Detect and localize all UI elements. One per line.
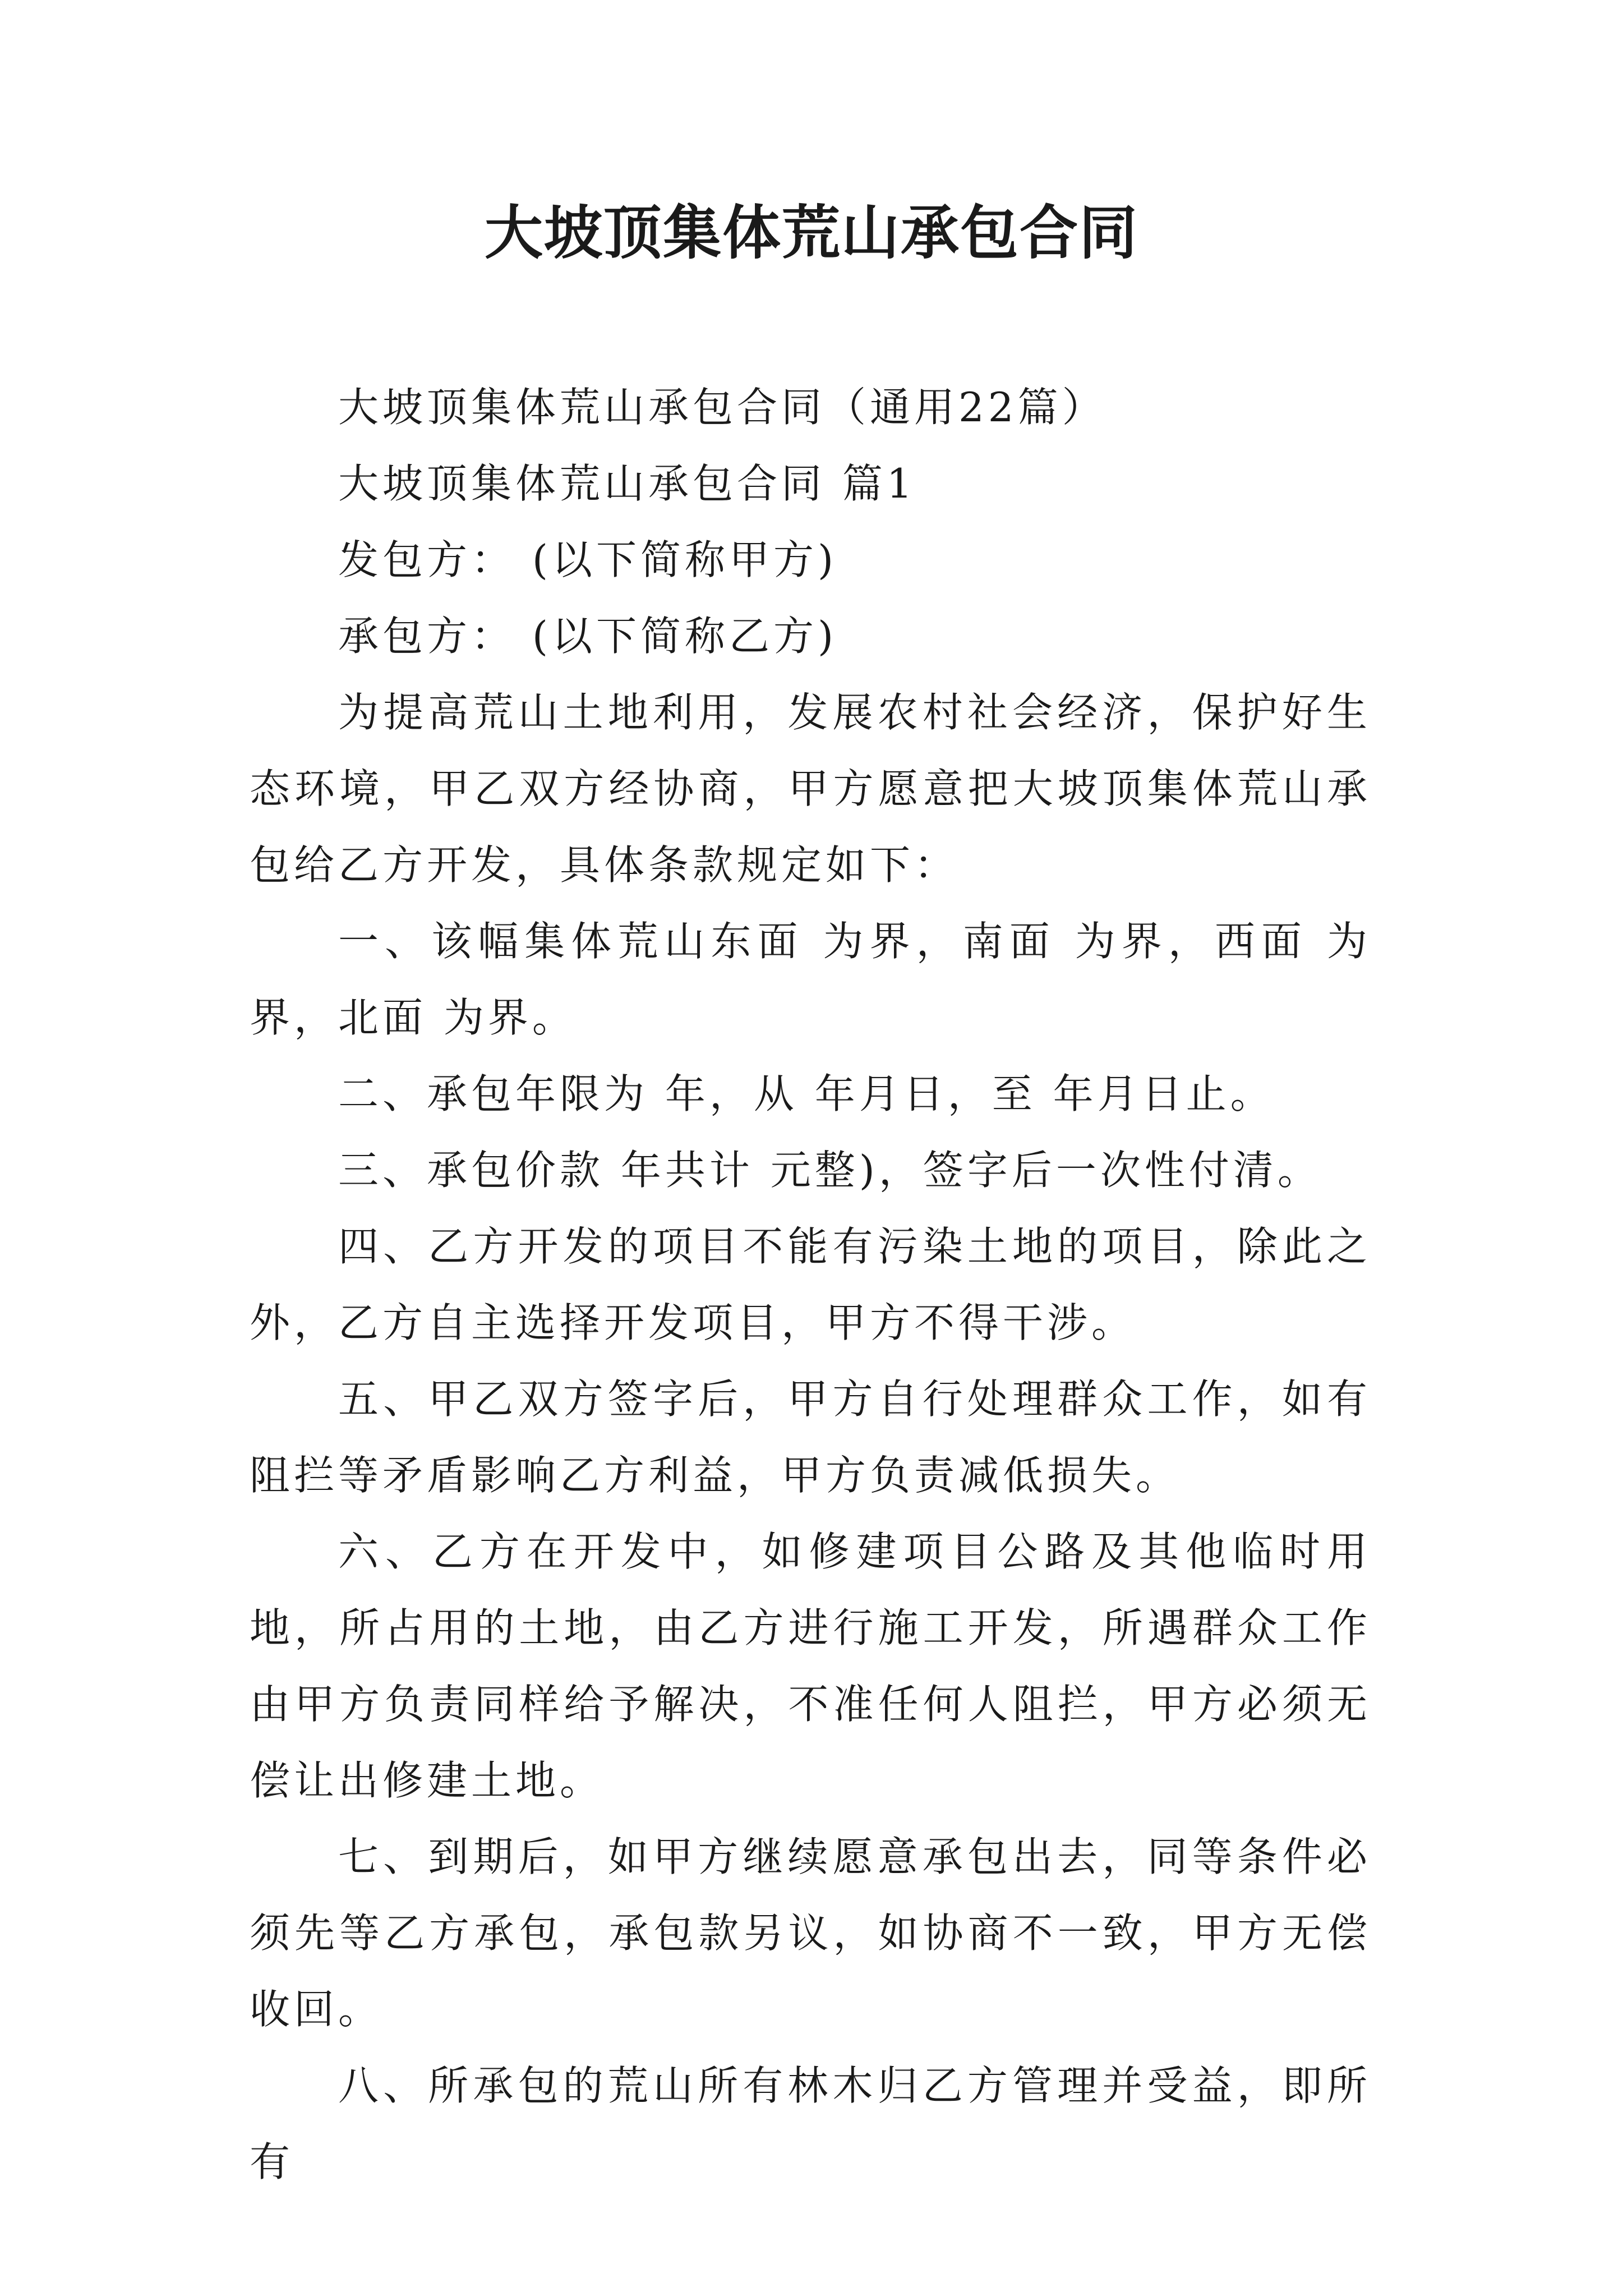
paragraph-preamble: 为提高荒山土地利用，发展农村社会经济，保护好生态环境，甲乙双方经协商，甲方愿意把大坡顶集体荒山承包给乙方开发，具体条款规定如下： bbox=[250, 689, 1371, 889]
paragraph-clause-6: 六、乙方在开发中，如修建项目公路及其他临时用地，所占用的土地，由乙方进行施工开发，所遇群众工作由甲方负责同样给予解决，不准任何人阻拦，甲方必须无偿让出修建土地。 bbox=[250, 1528, 1371, 1804]
paragraph-subtitle: 大坡顶集体荒山承包合同（通用22篇） bbox=[338, 384, 1106, 431]
document-title: 大坡顶集体荒山承包合同 bbox=[484, 198, 1138, 267]
paragraph-section-heading: 大坡顶集体荒山承包合同 篇1 bbox=[338, 460, 916, 507]
paragraph-clause-2: 二、承包年限为 年，从 年月日，至 年月日止。 bbox=[338, 1070, 1275, 1117]
paragraph-clause-5: 五、甲乙双方签字后，甲方自行处理群众工作，如有阻拦等矛盾影响乙方利益，甲方负责减低损失。 bbox=[250, 1375, 1371, 1499]
paragraph-clause-8: 八、所承包的荒山所有林木归乙方管理并受益，即所有 bbox=[250, 2062, 1371, 2185]
paragraph-clause-1: 一、该幅集体荒山东面 为界，南面 为界，西面 为界，北面 为界。 bbox=[250, 918, 1371, 1041]
paragraph-party-b: 承包方： (以下简称乙方) bbox=[338, 613, 838, 660]
paragraph-party-a: 发包方： (以下简称甲方) bbox=[338, 536, 838, 583]
paragraph-clause-7: 七、到期后，如甲方继续愿意承包出去，同等条件必须先等乙方承包，承包款另议，如协商不一致，甲方无偿收回。 bbox=[250, 1833, 1371, 2033]
document-body bbox=[250, 369, 1371, 2200]
paragraph-clause-3: 三、承包价款 年共计 元整)，签字后一次性付清。 bbox=[338, 1147, 1322, 1194]
paragraph-clause-4: 四、乙方开发的项目不能有污染土地的项目，除此之外，乙方自主选择开发项目，甲方不得干涉。 bbox=[250, 1223, 1371, 1346]
